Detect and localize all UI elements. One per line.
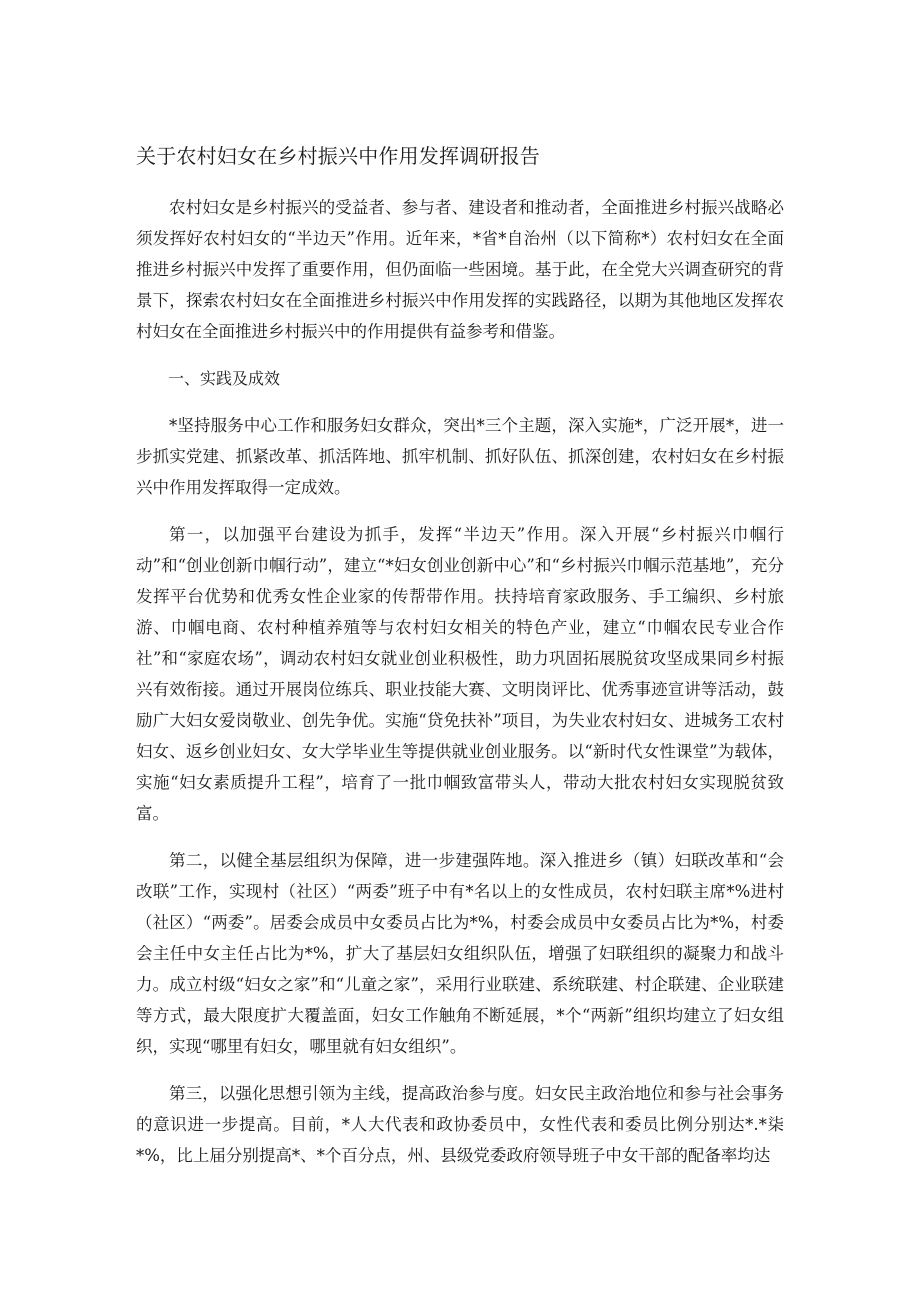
intro-paragraph: 农村妇女是乡村振兴的受益者、参与者、建设者和推动者，全面推进乡村振兴战略必须发挥好农村妇女的“半边天”作用。近年来，*省*自治州（以下简称*）农村妇女在全面推进乡村振兴中发挥了重要作用，但仍面临一些困境。基于此，在全党大兴调查研究的背景下，探索农村妇女在全面推进乡村振兴中作用发挥的实践路径，以期为其他地区发挥农村妇女在全面推进乡村振兴中的作用提供有益参考和借鉴。 [136, 198, 784, 341]
document-body [136, 192, 784, 1187]
point-one-paragraph: 第一，以加强平台建设为抓手，发挥“半边天”作用。深入开展“乡村振兴巾帼行动”和“创业创新巾帼行动”，建立“*妇女创业创新中心”和“乡村振兴巾帼示范基地”，充分发挥平台优势和优秀女性企业家的传帮带作用。扶持培育家政服务、手工编织、乡村旅游、巾帼电商、农村种植养殖等与农村妇女相关的特色产业，建立“巾帼农民专业合作社”和“家庭农场”，调动农村妇女就业创业积极性，助力巩固拓展脱贫攻坚成果同乡村振兴有效衔接。通过开展岗位练兵、职业技能大赛、文明岗评比、优秀事迹宣讲等活动，鼓励广大妇女爱岗敬业、创先争优。实施“贷免扶补”项目，为失业农村妇女、进城务工农村妇女、返乡创业妇女、女大学毕业生等提供就业创业服务。以“新时代女性课堂”为载体，实施“妇女素质提升工程”，培育了一批巾帼致富带头人，带动大批农村妇女实现脱贫致富。 [136, 525, 784, 823]
section-heading-practice: 一、实践及成效 [168, 369, 281, 388]
point-two-paragraph: 第二，以健全基层组织为保障，进一步建强阵地。深入推进乡（镇）妇联改革和“会改联”工作，实现村（社区）“两委”班子中有*名以上的女性成员，农村妇联主席*%进村（社区）“两委”。居委会成员中女委员占比为*%，村委会成员中女委员占比为*%，村委会主任中女主任占比为*%，扩大了基层妇女组织队伍，增强了妇联组织的凝聚力和战斗力。成立村级“妇女之家”和“儿童之家”，采用行业联建、系统联建、村企联建、企业联建等方式，最大限度扩大覆盖面，妇女工作触角不断延展，*个“两新”组织均建立了妇女组织，实现“哪里有妇女，哪里就有妇女组织”。 [136, 851, 784, 1056]
summary-paragraph: *坚持服务中心工作和服务妇女群众，突出*三个主题，深入实施*，广泛开展*，进一步抓实党建、抓紧改革、抓活阵地、抓牢机制、抓好队伍、抓深创建，农村妇女在乡村振兴中作用发挥取得一定成效。 [136, 416, 784, 497]
point-three-paragraph: 第三，以强化思想引领为主线，提高政治参与度。妇女民主政治地位和参与社会事务的意识进一步提高。目前，*人大代表和政协委员中，女性代表和委员比例分别达*.*柒*%，比上届分别提高*、*个百分点，州、县级党委政府领导班子中女干部的配备率均达 [136, 1084, 784, 1165]
document-title: 关于农村妇女在乡村振兴中作用发挥调研报告 [136, 144, 540, 168]
